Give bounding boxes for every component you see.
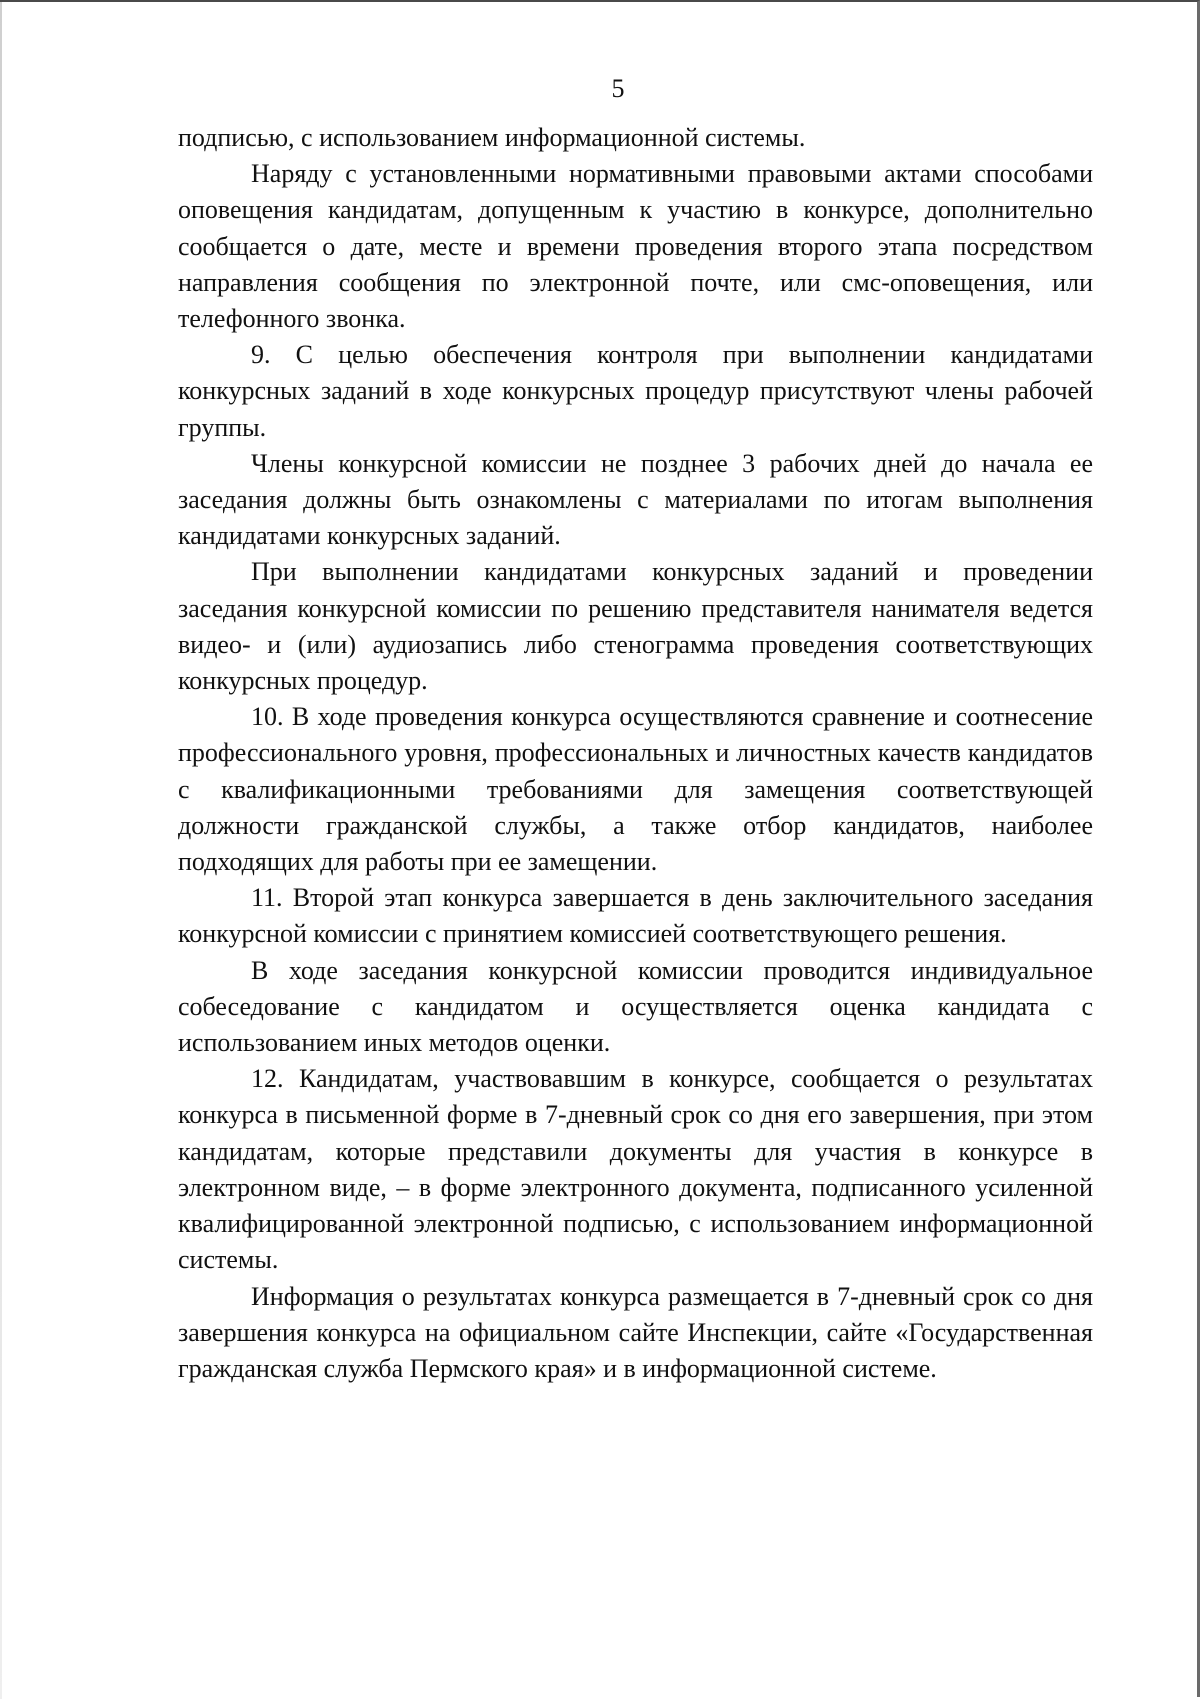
paragraph-interview: В ходе заседания конкурсной комиссии проводится индивидуальное собеседование с кандидатом и осуществляется оценка кандидата с использованием иных методов оценки. (178, 955, 1093, 1058)
paragraph-recording: При выполнении кандидатами конкурсных заданий и проведении заседания конкурсной комиссии по решению представителя нанимателя ведется видео- и (или) аудиозапись либо стенограмма проведения соответствующих конкурсных процедур. (178, 557, 1093, 696)
document-body (178, 120, 1093, 1387)
paragraph-item-12: 12. Кандидатам, участвовавшим в конкурсе, сообщается о результатах конкурса в письменной форме в 7-дневный срок со дня его завершения, при этом кандидатам, которые представили документы для участия в конкурсе в электронном виде, – в форме электронного документа, подписанного усиленной квалифицированной электронной подписью, с использованием информационной системы. (178, 1064, 1093, 1275)
paragraph-continuation: подписью, с использованием информационной системы. (178, 123, 806, 152)
paragraph-item-10: 10. В ходе проведения конкурса осуществляются сравнение и соотнесение профессионального уровня, профессиональных и личностных качеств кандидатов с квалификационными требованиями для замещения соответствующей должности гражданской службы, а также отбор кандидатов, наиболее подходящих для работы при ее замещении. (178, 702, 1093, 877)
paragraph-notification-methods: Наряду с установленными нормативными правовыми актами способами оповещения кандидатам, допущенным к участию в конкурсе, дополнительно сообщается о дате, месте и времени проведения второго этапа посредством направления сообщения по электронной почте, или смс-оповещения, или телефонного звонка. (178, 159, 1093, 334)
paragraph-item-9: 9. С целью обеспечения контроля при выполнении кандидатами конкурсных заданий в ходе конкурсных процедур присутствуют члены рабочей группы. (178, 340, 1093, 442)
paragraph-commission-review: Члены конкурсной комиссии не позднее 3 рабочих дней до начала ее заседания должны быть ознакомлены с материалами по итогам выполнения кандидатами конкурсных заданий. (178, 448, 1093, 551)
scan-edge (0, 2, 2, 1699)
paragraph-item-11: 11. Второй этап конкурса завершается в день заключительного заседания конкурсной комиссии с принятием комиссией соответствующего решения. (178, 883, 1093, 949)
page-number: 5 (611, 74, 625, 103)
paragraph-results-publication: Информация о результатах конкурса размещается в 7-дневный срок со дня завершения конкурса на официальном сайте Инспекции, сайте «Государственная гражданская служба Пермского края» и в информационной системе. (178, 1281, 1093, 1383)
